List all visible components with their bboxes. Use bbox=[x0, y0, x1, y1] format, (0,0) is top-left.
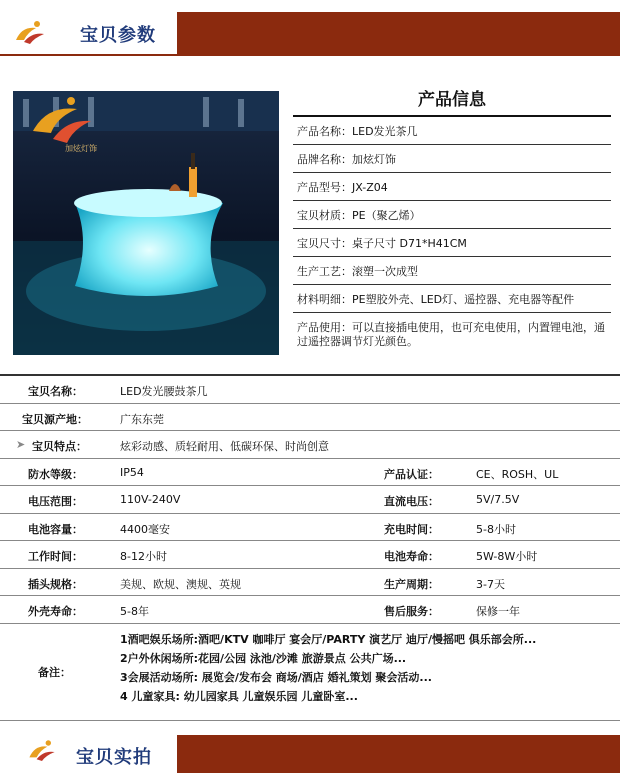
spec-label: 产品认证： bbox=[384, 467, 439, 481]
spec-value: 3-7天 bbox=[476, 577, 505, 591]
product-info-panel bbox=[293, 87, 611, 355]
note-line: 1酒吧娱乐场所:酒吧/KTV 咖啡厅 宴会厅/PARTY 演艺厅 迪厅/慢摇吧 俱乐部会所... bbox=[120, 632, 537, 646]
spec-label: 宝贝特点： bbox=[32, 440, 87, 453]
spec-row-features bbox=[0, 431, 620, 459]
note-label: 备注： bbox=[38, 665, 71, 679]
info-row-components: 材料明细：PE塑胶外壳、LED灯、遥控器、充电器等配件 bbox=[293, 285, 611, 313]
info-row-name: 产品名称：LED发光茶几 bbox=[293, 117, 611, 145]
spec-label: 工作时间： bbox=[28, 550, 83, 563]
spec-row-name bbox=[0, 376, 620, 404]
spec-label: 外壳寿命： bbox=[28, 605, 83, 618]
spec-value: 110V-240V bbox=[120, 493, 181, 506]
info-row-model: 产品型号：JX-Z04 bbox=[293, 173, 611, 201]
spec-row-notes bbox=[0, 624, 620, 721]
spec-row-origin bbox=[0, 404, 620, 432]
spec-pair-row bbox=[0, 596, 620, 624]
info-row-usage: 产品使用：可以直接插电使用，也可充电使用，内置锂电池，通过遥控器调节灯光颜色。 bbox=[297, 321, 605, 348]
note-line: 2户外休闲场所:花园/公园 泳池/沙滩 旅游景点 公共广场... bbox=[120, 651, 407, 665]
spec-value: 5-8小时 bbox=[476, 522, 516, 536]
glowing-table-image bbox=[13, 91, 279, 355]
spec-label: 直流电压： bbox=[384, 495, 439, 508]
arrow-icon: ➤ bbox=[16, 438, 26, 451]
spec-value: 5V/7.5V bbox=[476, 493, 520, 506]
notes-list bbox=[120, 630, 536, 706]
spec-pair-row bbox=[0, 486, 620, 514]
spec-value: CE、ROSH、UL bbox=[476, 467, 559, 481]
footer-banner bbox=[0, 735, 620, 773]
spec-label: 售后服务： bbox=[384, 605, 439, 618]
spec-label: 防水等级： bbox=[28, 467, 83, 481]
spec-label: 插头规格： bbox=[28, 577, 83, 591]
spec-label: 充电时间： bbox=[384, 522, 439, 536]
info-row-process: 生产工艺：滚塑一次成型 bbox=[293, 257, 611, 285]
spec-value: 保修一年 bbox=[476, 605, 520, 618]
info-heading: 产品信息 bbox=[293, 87, 611, 117]
brand-logo-icon bbox=[10, 18, 50, 50]
spec-value: 炫彩动感、质轻耐用、低碳环保、时尚创意 bbox=[120, 440, 329, 453]
note-line: 4 儿童家具: 幼儿园家具 儿童娱乐园 儿童卧室... bbox=[120, 689, 358, 703]
spec-value: 广东东莞 bbox=[120, 412, 164, 426]
header-title: 宝贝参数 bbox=[80, 25, 156, 46]
spec-label: 电池寿命： bbox=[384, 550, 439, 563]
product-photo bbox=[13, 91, 279, 355]
photo-logo-text: 加炫灯饰 bbox=[65, 144, 97, 153]
spec-label: 宝贝名称： bbox=[28, 385, 83, 398]
spec-pair-row bbox=[0, 459, 620, 487]
spec-label: 生产周期： bbox=[384, 577, 439, 591]
info-row-brand: 品牌名称：加炫灯饰 bbox=[293, 145, 611, 173]
spec-pair-row bbox=[0, 514, 620, 542]
spec-pair-row bbox=[0, 569, 620, 597]
spec-pair-row bbox=[0, 541, 620, 569]
spec-label: 电池容量： bbox=[28, 522, 83, 536]
note-line: 3会展活动场所: 展览会/发布会 商场/酒店 婚礼策划 聚会活动... bbox=[120, 670, 432, 684]
footer-title: 宝贝实拍 bbox=[76, 747, 152, 768]
spec-value: 5-8年 bbox=[120, 605, 149, 618]
brand-logo-icon bbox=[24, 737, 60, 767]
spec-value: 8-12小时 bbox=[120, 550, 167, 563]
spec-label: 电压范围： bbox=[28, 495, 83, 508]
info-row-size: 宝贝尺寸：桌子尺寸 D71*H41CM bbox=[293, 229, 611, 257]
spec-table bbox=[0, 374, 620, 721]
spec-label: 宝贝源产地： bbox=[22, 412, 88, 426]
spec-value: IP54 bbox=[120, 465, 144, 479]
info-row-material: 宝贝材质：PE（聚乙烯） bbox=[293, 201, 611, 229]
spec-value: LED发光腰鼓茶几 bbox=[120, 385, 208, 398]
spec-value: 美规、欧规、澳规、英规 bbox=[120, 577, 241, 591]
spec-value: 4400毫安 bbox=[120, 522, 170, 536]
header-banner bbox=[0, 12, 620, 56]
spec-value: 5W-8W小时 bbox=[476, 550, 538, 563]
